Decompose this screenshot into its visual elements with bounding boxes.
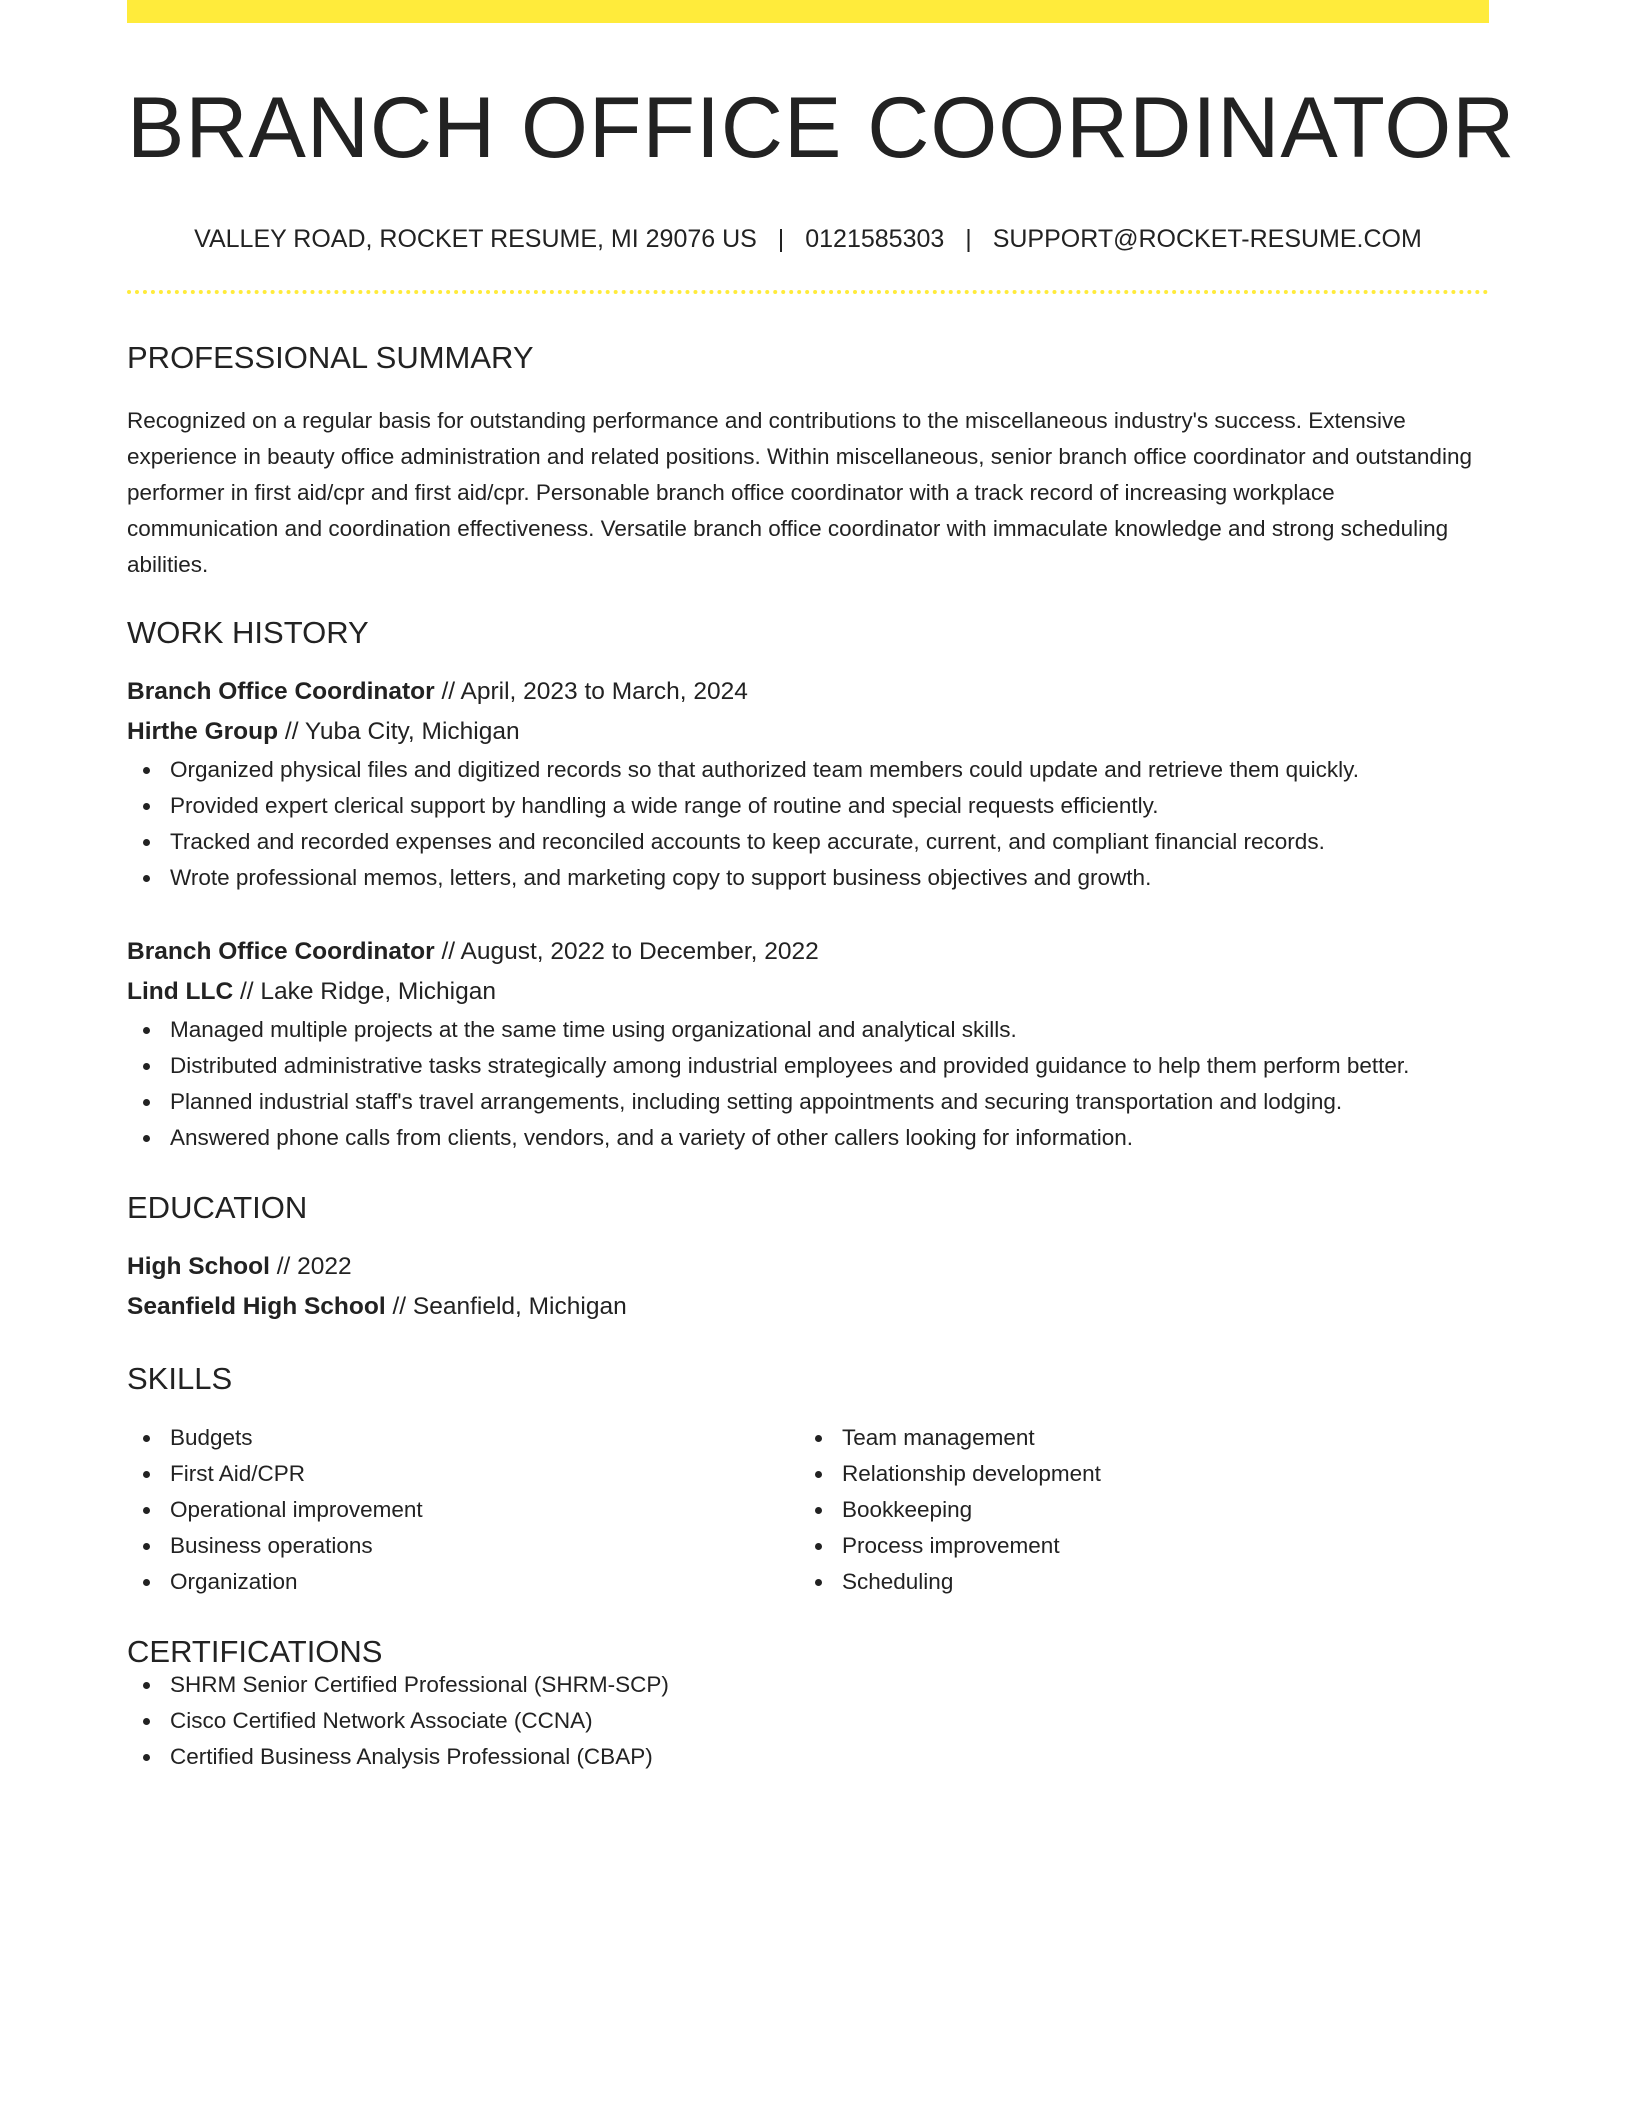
job-location: // Lake Ridge, Michigan — [239, 978, 496, 1005]
resume-title: BRANCH OFFICE COORDINATOR — [127, 80, 1516, 176]
job-location: // Yuba City, Michigan — [284, 718, 520, 745]
job-role: Branch Office Coordinator — [127, 678, 435, 705]
skills-column-left — [127, 1420, 799, 1600]
education-entry — [127, 1247, 1489, 1327]
job-bullet: Provided expert clerical support by handling a wide range of routine and special requests efficiently. — [127, 788, 1489, 824]
contact-address: VALLEY ROAD, ROCKET RESUME, MI 29076 US — [194, 225, 757, 253]
job-entry — [127, 672, 1489, 896]
header-divider — [127, 290, 1489, 294]
certifications-heading: CERTIFICATIONS — [127, 1634, 383, 1669]
contact-separator: | — [965, 225, 972, 253]
education-school: Seanfield High School — [127, 1293, 386, 1320]
job-bullet-list — [127, 752, 1489, 896]
contact-line — [127, 227, 1489, 252]
contact-phone: 0121585303 — [805, 225, 945, 253]
job-company: Hirthe Group — [127, 718, 279, 745]
skill-item: Budgets — [127, 1420, 799, 1456]
skill-item: Bookkeeping — [799, 1492, 1471, 1528]
skills-grid — [127, 1420, 1489, 1600]
job-bullet: Wrote professional memos, letters, and marketing copy to support business objectives and growth. — [127, 860, 1489, 896]
education-school-line — [127, 1287, 1489, 1327]
education-location: // Seanfield, Michigan — [392, 1293, 627, 1320]
job-bullet: Managed multiple projects at the same time using organizational and analytical skills. — [127, 1012, 1489, 1048]
job-company-line — [127, 972, 1489, 1012]
job-bullet: Planned industrial staff's travel arrangements, including setting appointments and securing transportation and lodging. — [127, 1084, 1489, 1120]
education-heading: EDUCATION — [127, 1190, 308, 1225]
summary-heading: PROFESSIONAL SUMMARY — [127, 340, 534, 375]
job-role-line — [127, 932, 1489, 972]
job-bullet: Answered phone calls from clients, vendors, and a variety of other callers looking for information. — [127, 1120, 1489, 1156]
education-degree: High School — [127, 1253, 270, 1280]
certification-item: Cisco Certified Network Associate (CCNA) — [127, 1703, 1489, 1739]
certifications-list — [127, 1667, 1489, 1775]
skill-item: Operational improvement — [127, 1492, 799, 1528]
certification-item: Certified Business Analysis Professional (CBAP) — [127, 1739, 1489, 1775]
education-degree-line — [127, 1247, 1489, 1287]
accent-bar — [127, 0, 1489, 23]
job-dates: // April, 2023 to March, 2024 — [441, 678, 748, 705]
skill-item: Business operations — [127, 1528, 799, 1564]
education-year: // 2022 — [276, 1253, 352, 1280]
skill-item: Organization — [127, 1564, 799, 1600]
work-history-heading: WORK HISTORY — [127, 615, 369, 650]
job-role-line — [127, 672, 1489, 712]
resume-page — [127, 0, 1516, 1775]
job-dates: // August, 2022 to December, 2022 — [441, 938, 819, 965]
skills-heading: SKILLS — [127, 1361, 233, 1396]
certification-item: SHRM Senior Certified Professional (SHRM-SCP) — [127, 1667, 1489, 1703]
contact-separator: | — [777, 225, 785, 253]
skill-item: First Aid/CPR — [127, 1456, 799, 1492]
skill-item: Scheduling — [799, 1564, 1471, 1600]
job-bullet-list — [127, 1012, 1489, 1156]
skill-item: Team management — [799, 1420, 1471, 1456]
skill-item: Process improvement — [799, 1528, 1471, 1564]
skills-column-right — [799, 1420, 1471, 1600]
job-company-line — [127, 712, 1489, 752]
summary-text: Recognized on a regular basis for outstanding performance and contributions to the miscellaneous industry's success. Extensive experience in beauty office administration and related positions. Within miscellaneous, senior branch office coordinator and outstanding performer in first aid/cpr and first aid/cpr. Personable branch office coordinator with a track record of increasing workplace communication and coordination effectiveness. Versatile branch office coordinator with immaculate knowledge and strong scheduling abilities. — [127, 408, 1472, 577]
skill-item: Relationship development — [799, 1456, 1471, 1492]
job-role: Branch Office Coordinator — [127, 938, 435, 965]
contact-email: SUPPORT@ROCKET-RESUME.COM — [992, 225, 1422, 253]
job-bullet: Tracked and recorded expenses and reconciled accounts to keep accurate, current, and compliant financial records. — [127, 824, 1489, 860]
job-entry — [127, 932, 1489, 1156]
job-bullet: Organized physical files and digitized records so that authorized team members could update and retrieve them quickly. — [127, 752, 1489, 788]
job-bullet: Distributed administrative tasks strategically among industrial employees and provided guidance to help them perform better. — [127, 1048, 1489, 1084]
job-company: Lind LLC — [127, 978, 234, 1005]
